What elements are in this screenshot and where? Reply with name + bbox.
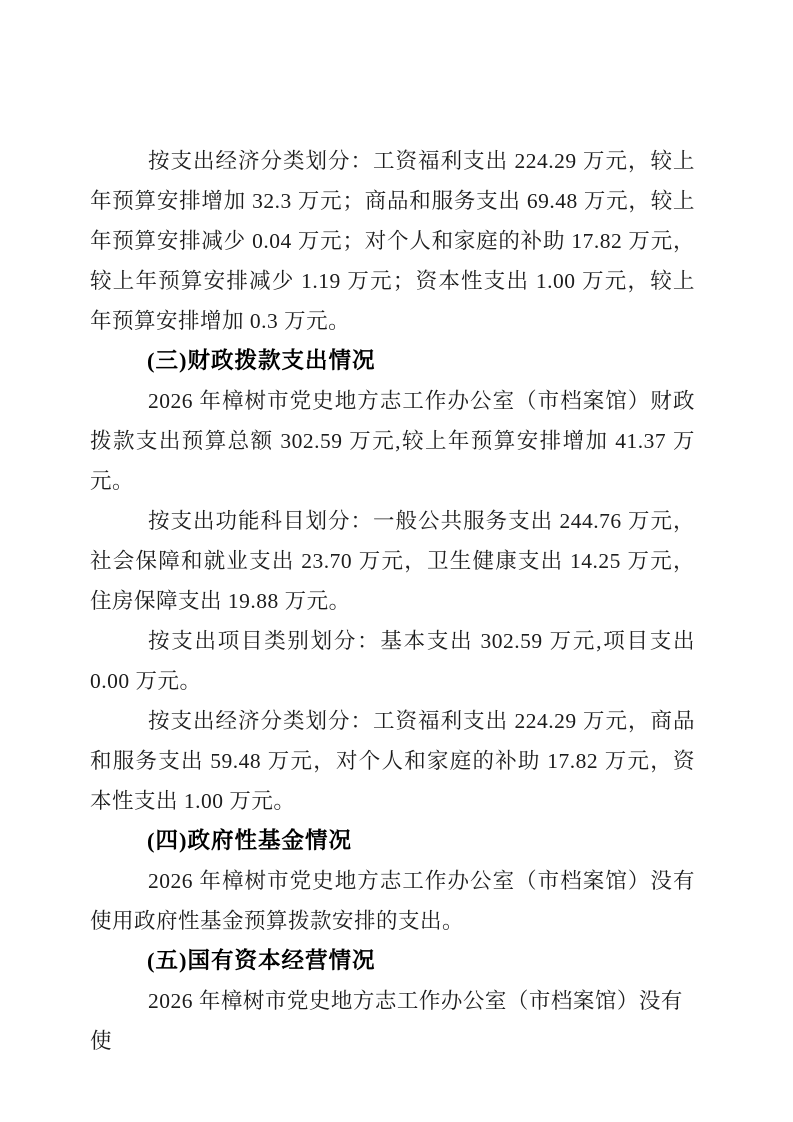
paragraph-fiscal-appropriation-total: 2026 年樟树市党史地方志工作办公室（市档案馆）财政拨款支出预算总额 302.59 万元,较上年预算安排增加 41.37 万元。 <box>90 389 695 493</box>
document-body <box>90 141 695 1061</box>
paragraph-project-category-classification: 按支出项目类别划分：基本支出 302.59 万元,项目支出 0.00 万元。 <box>90 629 695 693</box>
paragraph-economic-classification-overall: 按支出经济分类划分：工资福利支出 224.29 万元，较上年预算安排增加 32.3 万元；商品和服务支出 69.48 万元，较上年预算安排减少 0.04 万元；对个人和家庭的补助 17.82 万元，较上年预算安排减少 1.19 万元；资本性支出 1.00 万元，较上年预算安排增加 0.3 万元。 <box>90 149 695 333</box>
paragraph-functional-classification: 按支出功能科目划分：一般公共服务支出 244.76 万元，社会保障和就业支出 23.70 万元，卫生健康支出 14.25 万元，住房保障支出 19.88 万元。 <box>90 509 695 613</box>
paragraph-state-capital-operation-truncated: 2026 年樟树市党史地方志工作办公室（市档案馆）没有使 <box>90 989 683 1053</box>
paragraph-economic-classification-fiscal: 按支出经济分类划分：工资福利支出 224.29 万元，商品和服务支出 59.48 万元，对个人和家庭的补助 17.82 万元，资本性支出 1.00 万元。 <box>90 709 695 813</box>
heading-section-four-government-funds: (四)政府性基金情况 <box>147 828 352 853</box>
heading-section-five-state-capital-operation: (五)国有资本经营情况 <box>147 948 376 973</box>
heading-section-three-fiscal-appropriation-expenditure: (三)财政拨款支出情况 <box>147 348 376 373</box>
paragraph-government-funds-status: 2026 年樟树市党史地方志工作办公室（市档案馆）没有使用政府性基金预算拨款安排的支出。 <box>90 869 695 933</box>
